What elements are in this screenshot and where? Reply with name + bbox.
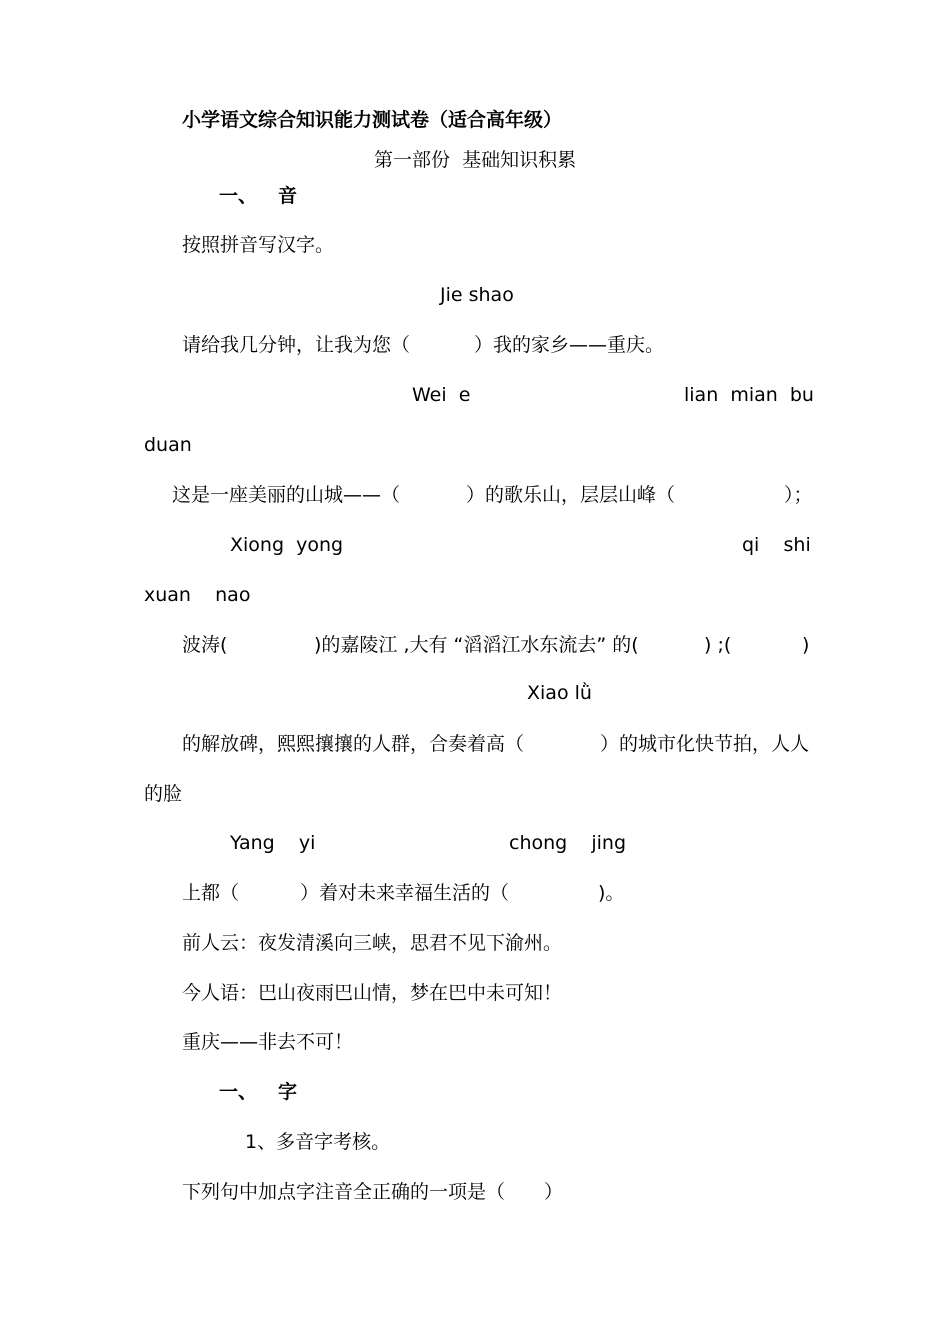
- passage-line4-b: ）的城市化快节拍，人人: [600, 733, 810, 755]
- subsection-1: 1、多音字考核。: [245, 1131, 391, 1153]
- passage-line2-a: 这是一座美丽的山城——（: [172, 484, 401, 506]
- section2-number: 一、: [219, 1081, 258, 1103]
- passage-line4-a: 的解放碑，熙熙攘攘的人群，合奏着高（: [182, 733, 525, 755]
- poem-line1: 前人云：夜发清溪向三峡，思君不见下渝州。: [182, 932, 563, 954]
- section1-number: 一、: [219, 185, 258, 207]
- passage-line1-b: ）我的家乡——重庆。: [474, 334, 665, 356]
- pinyin-qishi: qi shi: [742, 534, 811, 556]
- instruction: 按照拼音写汉字。: [182, 234, 335, 256]
- passage-line4-c: 的脸: [144, 783, 183, 805]
- pinyin-yangyi: Yang yi: [230, 832, 316, 854]
- question-close-paren: ）: [544, 1181, 564, 1203]
- passage-line5-c: )。: [598, 882, 625, 904]
- section1-name: 音: [278, 185, 298, 207]
- question-text: 下列句中加点字注音全正确的一项是（: [182, 1181, 506, 1203]
- passage-line1-a: 请给我几分钟，让我为您（: [182, 334, 411, 356]
- passage-line3-d: ): [802, 634, 810, 656]
- pinyin-duan: duan: [144, 434, 192, 456]
- passage-line3-c: ) ;(: [704, 634, 732, 656]
- pinyin-jieshao: Jie shao: [440, 284, 514, 306]
- document-title: 小学语文综合知识能力测试卷（适合高年级）: [182, 109, 563, 131]
- pinyin-xuannao: xuan nao: [144, 584, 251, 606]
- pinyin-xiongyong: Xiong yong: [230, 534, 344, 556]
- passage-line5-b: ）着对未来幸福生活的（: [300, 882, 510, 904]
- pinyin-chongjing: chong jing: [509, 832, 627, 854]
- part-heading: 第一部份 基础知识积累: [374, 149, 577, 171]
- passage-line5-a: 上都（: [182, 882, 240, 904]
- section2-name: 字: [278, 1081, 298, 1103]
- passage-line2-b: ）的歌乐山，层层山峰（: [466, 484, 676, 506]
- poem-line2: 今人语：巴山夜雨巴山情，梦在巴中未可知！: [182, 982, 563, 1004]
- passage-line3-a: 波涛(: [182, 634, 228, 656]
- pinyin-lianmian: lian mian bu: [684, 384, 814, 406]
- poem-line3: 重庆——非去不可！: [182, 1031, 354, 1053]
- passage-line2-c: ）；: [784, 484, 813, 506]
- pinyin-xiaolv: Xiao lǜ: [527, 682, 592, 704]
- passage-line3-b: )的嘉陵江 ,大有 “滔滔江水东流去” 的(: [314, 634, 639, 656]
- pinyin-weie: Wei e: [412, 384, 471, 406]
